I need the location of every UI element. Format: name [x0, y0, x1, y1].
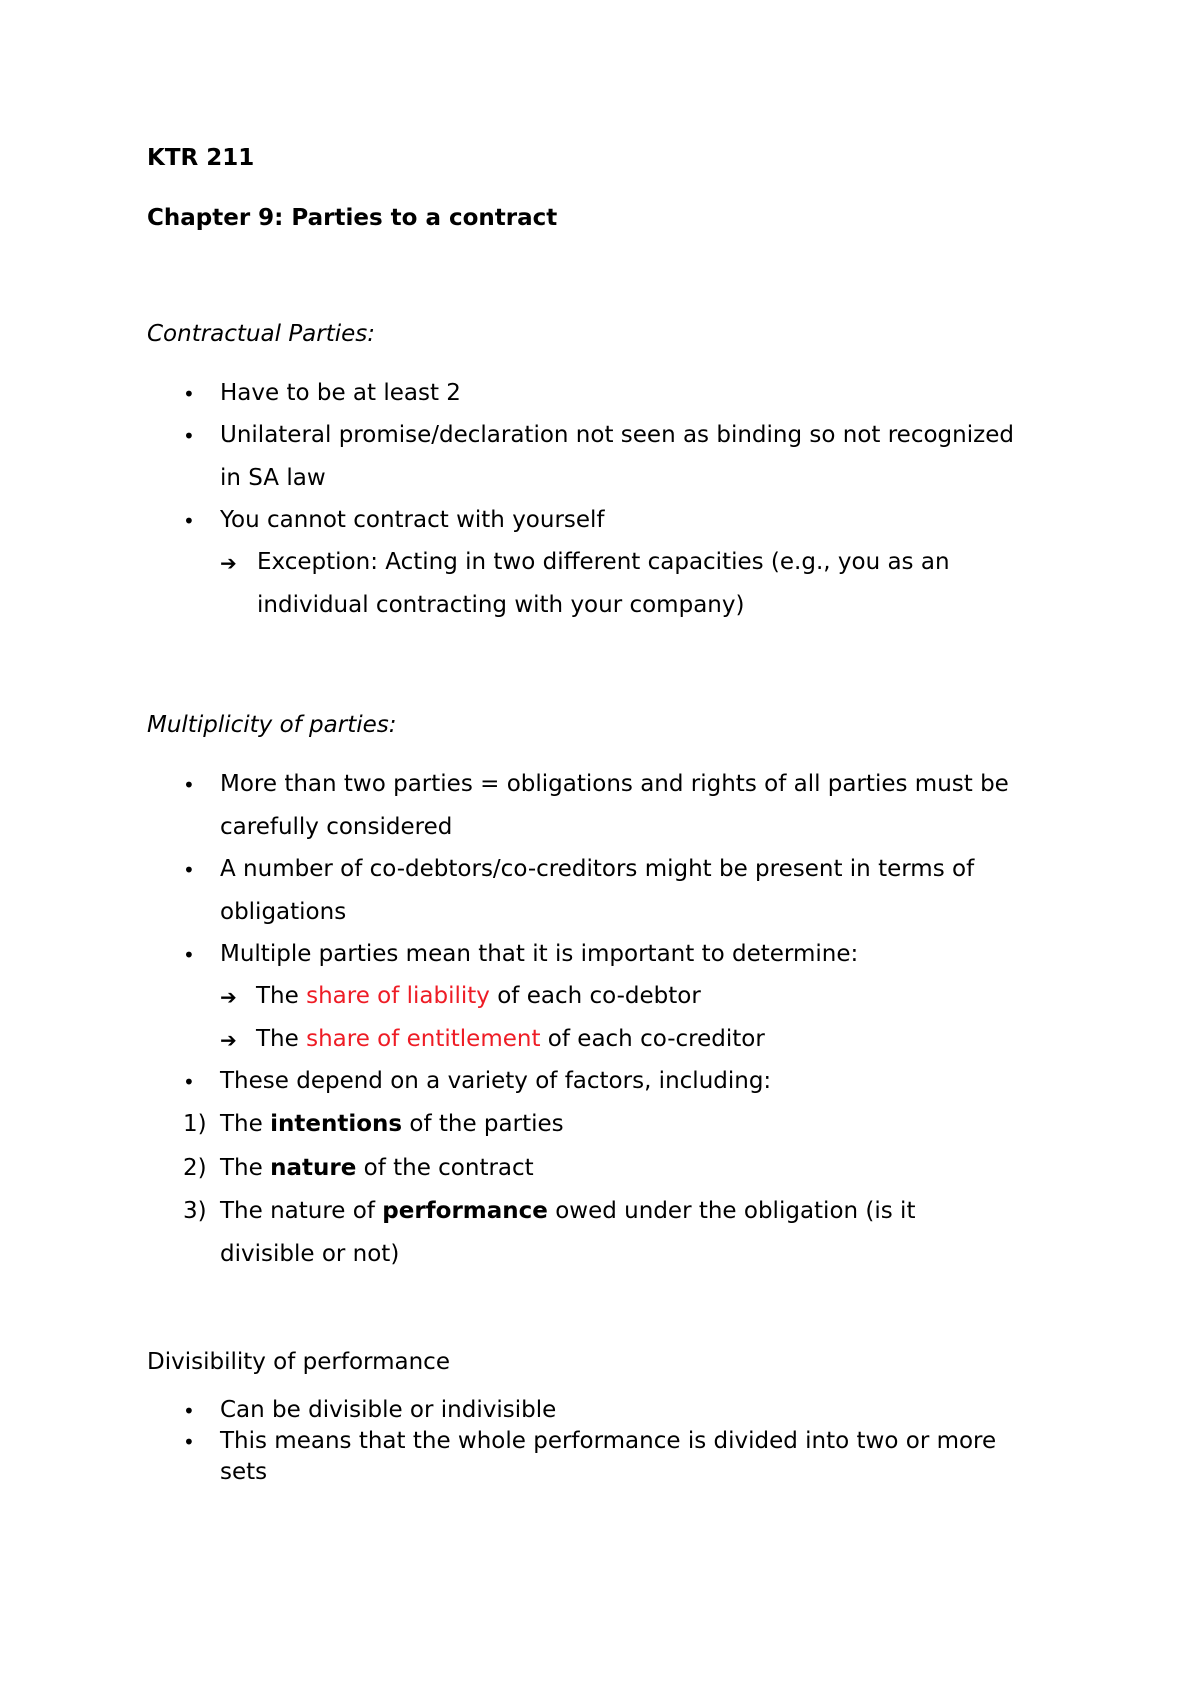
bullet-icon: • — [183, 858, 195, 882]
item-text: The nature of — [220, 1198, 383, 1224]
item-text: of the parties — [402, 1111, 564, 1137]
bullet-icon: • — [183, 509, 195, 533]
list-item: You cannot contract with yourself — [220, 507, 605, 533]
course-code: KTR 211 — [147, 145, 255, 171]
section-heading-contractual-parties: Contractual Parties: — [147, 321, 376, 347]
bullet-icon: • — [183, 943, 195, 967]
sub-list-item — [256, 1024, 765, 1054]
bullet-icon: • — [183, 424, 195, 448]
list-number: 2) — [183, 1155, 207, 1181]
list-item: More than two parties = obligations and rights of all parties must be — [220, 771, 1009, 797]
numbered-item-continuation: divisible or not) — [220, 1241, 400, 1267]
section-heading-divisibility: Divisibility of performance — [147, 1349, 450, 1375]
bold-term: nature — [270, 1155, 357, 1181]
list-item: This means that the whole performance is divided into two or more — [220, 1428, 997, 1454]
highlight-text: share of entitlement — [306, 1026, 541, 1052]
list-item: Have to be at least 2 — [220, 380, 461, 406]
bullet-icon: • — [183, 382, 195, 406]
sub-list-item — [256, 981, 701, 1011]
chapter-title: Chapter 9: Parties to a contract — [147, 205, 558, 231]
list-item-continuation: in SA law — [220, 465, 326, 491]
sub-text: of each co-creditor — [540, 1026, 765, 1052]
list-item: Can be divisible or indivisible — [220, 1397, 557, 1423]
list-item-continuation: obligations — [220, 899, 347, 925]
bullet-icon: • — [183, 1070, 195, 1094]
list-item: Unilateral promise/declaration not seen as binding so not recognized — [220, 422, 1014, 448]
numbered-item — [220, 1153, 534, 1183]
sub-list-item: Exception: Acting in two different capacities (e.g., you as an — [257, 549, 950, 575]
arrow-right-icon: ➔ — [220, 551, 237, 575]
list-item-continuation: carefully considered — [220, 814, 453, 840]
list-item-continuation: sets — [220, 1459, 268, 1485]
list-number: 3) — [183, 1198, 207, 1224]
section-heading-multiplicity: Multiplicity of parties: — [147, 712, 397, 738]
bullet-icon: • — [183, 1430, 195, 1454]
list-item: A number of co-debtors/co-creditors might be present in terms of — [220, 856, 975, 882]
bullet-icon: • — [183, 773, 195, 797]
list-item: These depend on a variety of factors, including: — [220, 1068, 772, 1094]
list-number: 1) — [183, 1111, 207, 1137]
bold-term: performance — [382, 1198, 548, 1224]
item-text: owed under the obligation (is it — [547, 1198, 916, 1224]
list-item: Multiple parties mean that it is important to determine: — [220, 941, 859, 967]
item-text: of the contract — [356, 1155, 534, 1181]
item-text: The — [220, 1155, 271, 1181]
sub-text: The — [256, 983, 307, 1009]
arrow-right-icon: ➔ — [220, 985, 237, 1009]
bullet-icon: • — [183, 1399, 195, 1423]
arrow-right-icon: ➔ — [220, 1028, 237, 1052]
numbered-item — [220, 1109, 564, 1139]
sub-text: of each co-debtor — [489, 983, 701, 1009]
numbered-item — [220, 1196, 915, 1226]
bold-term: intentions — [270, 1111, 403, 1137]
highlight-text: share of liability — [306, 983, 490, 1009]
sub-text: The — [256, 1026, 307, 1052]
sub-list-item-continuation: individual contracting with your company) — [257, 592, 745, 618]
item-text: The — [220, 1111, 271, 1137]
